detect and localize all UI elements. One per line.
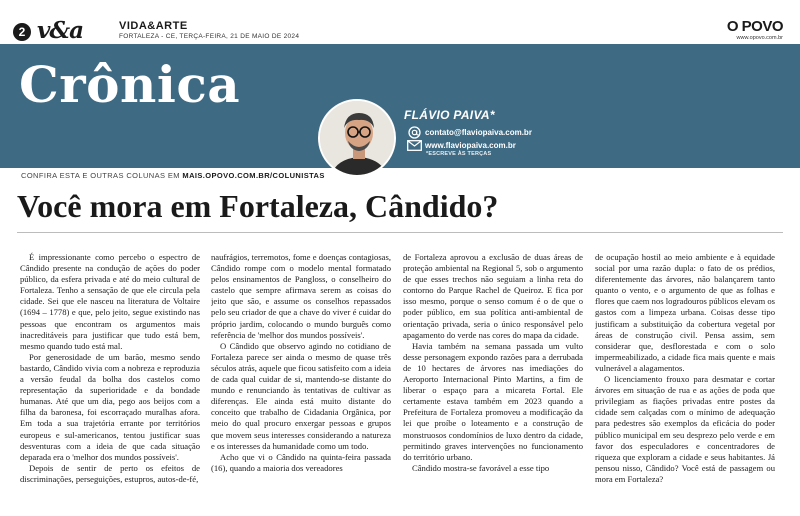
page-number: 2 — [13, 23, 31, 41]
text-column-1 — [20, 252, 200, 516]
article-headline: Você mora em Fortaleza, Cândido? — [17, 188, 499, 224]
text-column-3 — [403, 252, 583, 516]
paragraph: naufrágios, terremotos, fome e doenças contagiosas, Cândido rompe com o modelo mental formatado pelos ensinamentos de Pangloss, o conselheiro do castelo que sempre afirmava serem as coisas do jeito que são, e assume os conselhos repassados pelo seu criador de que a chave do viver é cuidar do próprio jardim, colocando o mundo burguês como referência de 'melhor dos mundos possíveis'. — [211, 252, 391, 340]
author-website: www.flaviopaiva.com.br — [425, 140, 516, 150]
masthead — [0, 0, 800, 44]
paragraph: Depois de sentir de perto os efeitos de discriminações, perseguições, estupros, autos-de-fé, — [20, 462, 200, 484]
paragraph: Havia também na semana passada um vulto desse personagem expondo razões para a derrubada de 10 hectares de árvores nas imediações do Aeroporto Internacional Pinto Martins, a fim de liberar o espaço para a micareta Fortal. Ele certamente estava também em 2023 quando a Prefeitura de Fortaleza promoveu a modificação da lei que proíbe o loteamento e a construção de monstruosos condomínios de luxo dentro da cidade, permitindo graves intervenções no funcionamento do território urbano. — [403, 340, 583, 462]
more-columns-prefix: CONFIRA ESTA E OUTRAS COLUNAS EM — [21, 171, 183, 180]
paragraph: O Cândido que observo agindo no cotidiano de Fortaleza parece ser ainda o mesmo de quase três séculos atrás, aquele que ficou satisfeito com a ideia de cada qual cuidar de si, mantendo-se distante do mundo e renunciando às tentativas de cultivar as diferenças. Ele ainda está muito distante do conceito que trabalho de Cidadania Orgânica, por meio do qual procuro enxergar pessoas e grupos que movem seus interesses considerando a natureza e os interesses da humanidade como um todo. — [211, 340, 391, 451]
text-column-2 — [211, 252, 391, 516]
envelope-icon — [406, 139, 422, 151]
banner-title: Crônica — [19, 55, 241, 114]
at-sign-icon — [406, 126, 422, 138]
paragraph: Cândido mostra-se favorável a esse tipo — [412, 462, 550, 473]
paragraph: Acho que vi o Cândido na quinta-feira passada (16), quando a maioria dos vereadores — [211, 451, 391, 473]
opovo-logo: O POVO — [726, 18, 783, 35]
paragraph: de Fortaleza aprovou a exclusão de duas áreas de proteção ambiental na Regional 5, sob o argumento de que esses trechos não seguiam a linha reta do contorno do Parque Rachel de Queiroz. E fica por isso mesmo, porque o senso comum é o de que o poder público, em sua política anti-ambiental de orientação privada, seria o único responsável pelo apagamento do verde nas cores do mapa da cidade. — [403, 252, 583, 340]
column-schedule: *ESCREVE ÀS TERÇAS — [426, 151, 492, 157]
section-logo: v&a — [37, 17, 84, 44]
text-column-4 — [595, 252, 775, 516]
paragraph: É impressionante como percebo o espectro de Cândido presente na condução de ações do poder público, da esfera privada e até do meio cultural de Fortaleza. Tenho a sensação de que ele circula pela cidade. Sei que ele nasceu na literatura de Voltaire (1694 – 1778) e que, pelo jeito, segue existindo nas pessoas que encontram os argumentos mais inacreditáveis para justificar que tudo está bem, mesmo quando tudo está mal. — [20, 252, 200, 351]
headline-divider — [17, 232, 783, 233]
paragraph: Por generosidade de um barão, mesmo sendo bastardo, Cândido vivia com a nobreza e reproduzia a versão feudal da bolha dos castelos como representação da superioridade e da bondade humanas. Até que um dia, pego aos beijos com a filha da baronesa, foi escorraçado muralhas afora. Em toda a sua trajetória errante por territórios europeus e sul-americanos, tentou justificar suas desventuras com a ideia de que cada situação deparada era o 'melhor dos mundos possíveis'. — [20, 351, 200, 462]
paragraph: de ocupação hostil ao meio ambiente e à equidade social por uma razão dupla: o fato de os prédios, diferentemente das árvores, não balançarem tanto quanto o vento, e o argumento de que as folhas e flores que caem nos logradouros públicos elevam os gastos com a limpeza urbana. Coisas desse tipo justificam a substituição da cobertura vegetal por áreas de construção civil. Pensa assim, sem considerar que, desflorestada e com o solo impermeabilizado, a cidade fica mais quente e mais vulnerável a alagamentos. — [595, 252, 775, 373]
dateline: FORTALEZA - CE, TERÇA-FEIRA, 21 DE MAIO DE 2024 — [119, 33, 300, 40]
more-columns-line — [21, 171, 325, 180]
author-name: FLÁVIO PAIVA* — [404, 108, 495, 122]
opovo-site: www.opovo.com.br — [736, 35, 783, 41]
paragraph: O licenciamento frouxo para desmatar e cortar árvores em situação de rua e as ações de poda que privilegiam as fiações privadas entre postes da cidade sem calçadas com o mínimo de adequação para pedestres são exemplos da eficácia do poder público municipal em seu desprezo pelo verde e em favor dos especuladores e concentradores de riqueza que exploram a cidade e seus habitantes. Já pensou nisso, Cândido? Você está de passagem ou mora em Fortaleza? — [595, 374, 775, 484]
website-row — [406, 140, 516, 150]
email-row — [406, 127, 532, 137]
section-name: VIDA&ARTE — [119, 20, 188, 32]
author-photo — [318, 99, 396, 177]
author-email: contato@flaviopaiva.com.br — [425, 127, 532, 137]
more-columns-url: MAIS.OPOVO.COM.BR/COLUNISTAS — [182, 171, 325, 180]
